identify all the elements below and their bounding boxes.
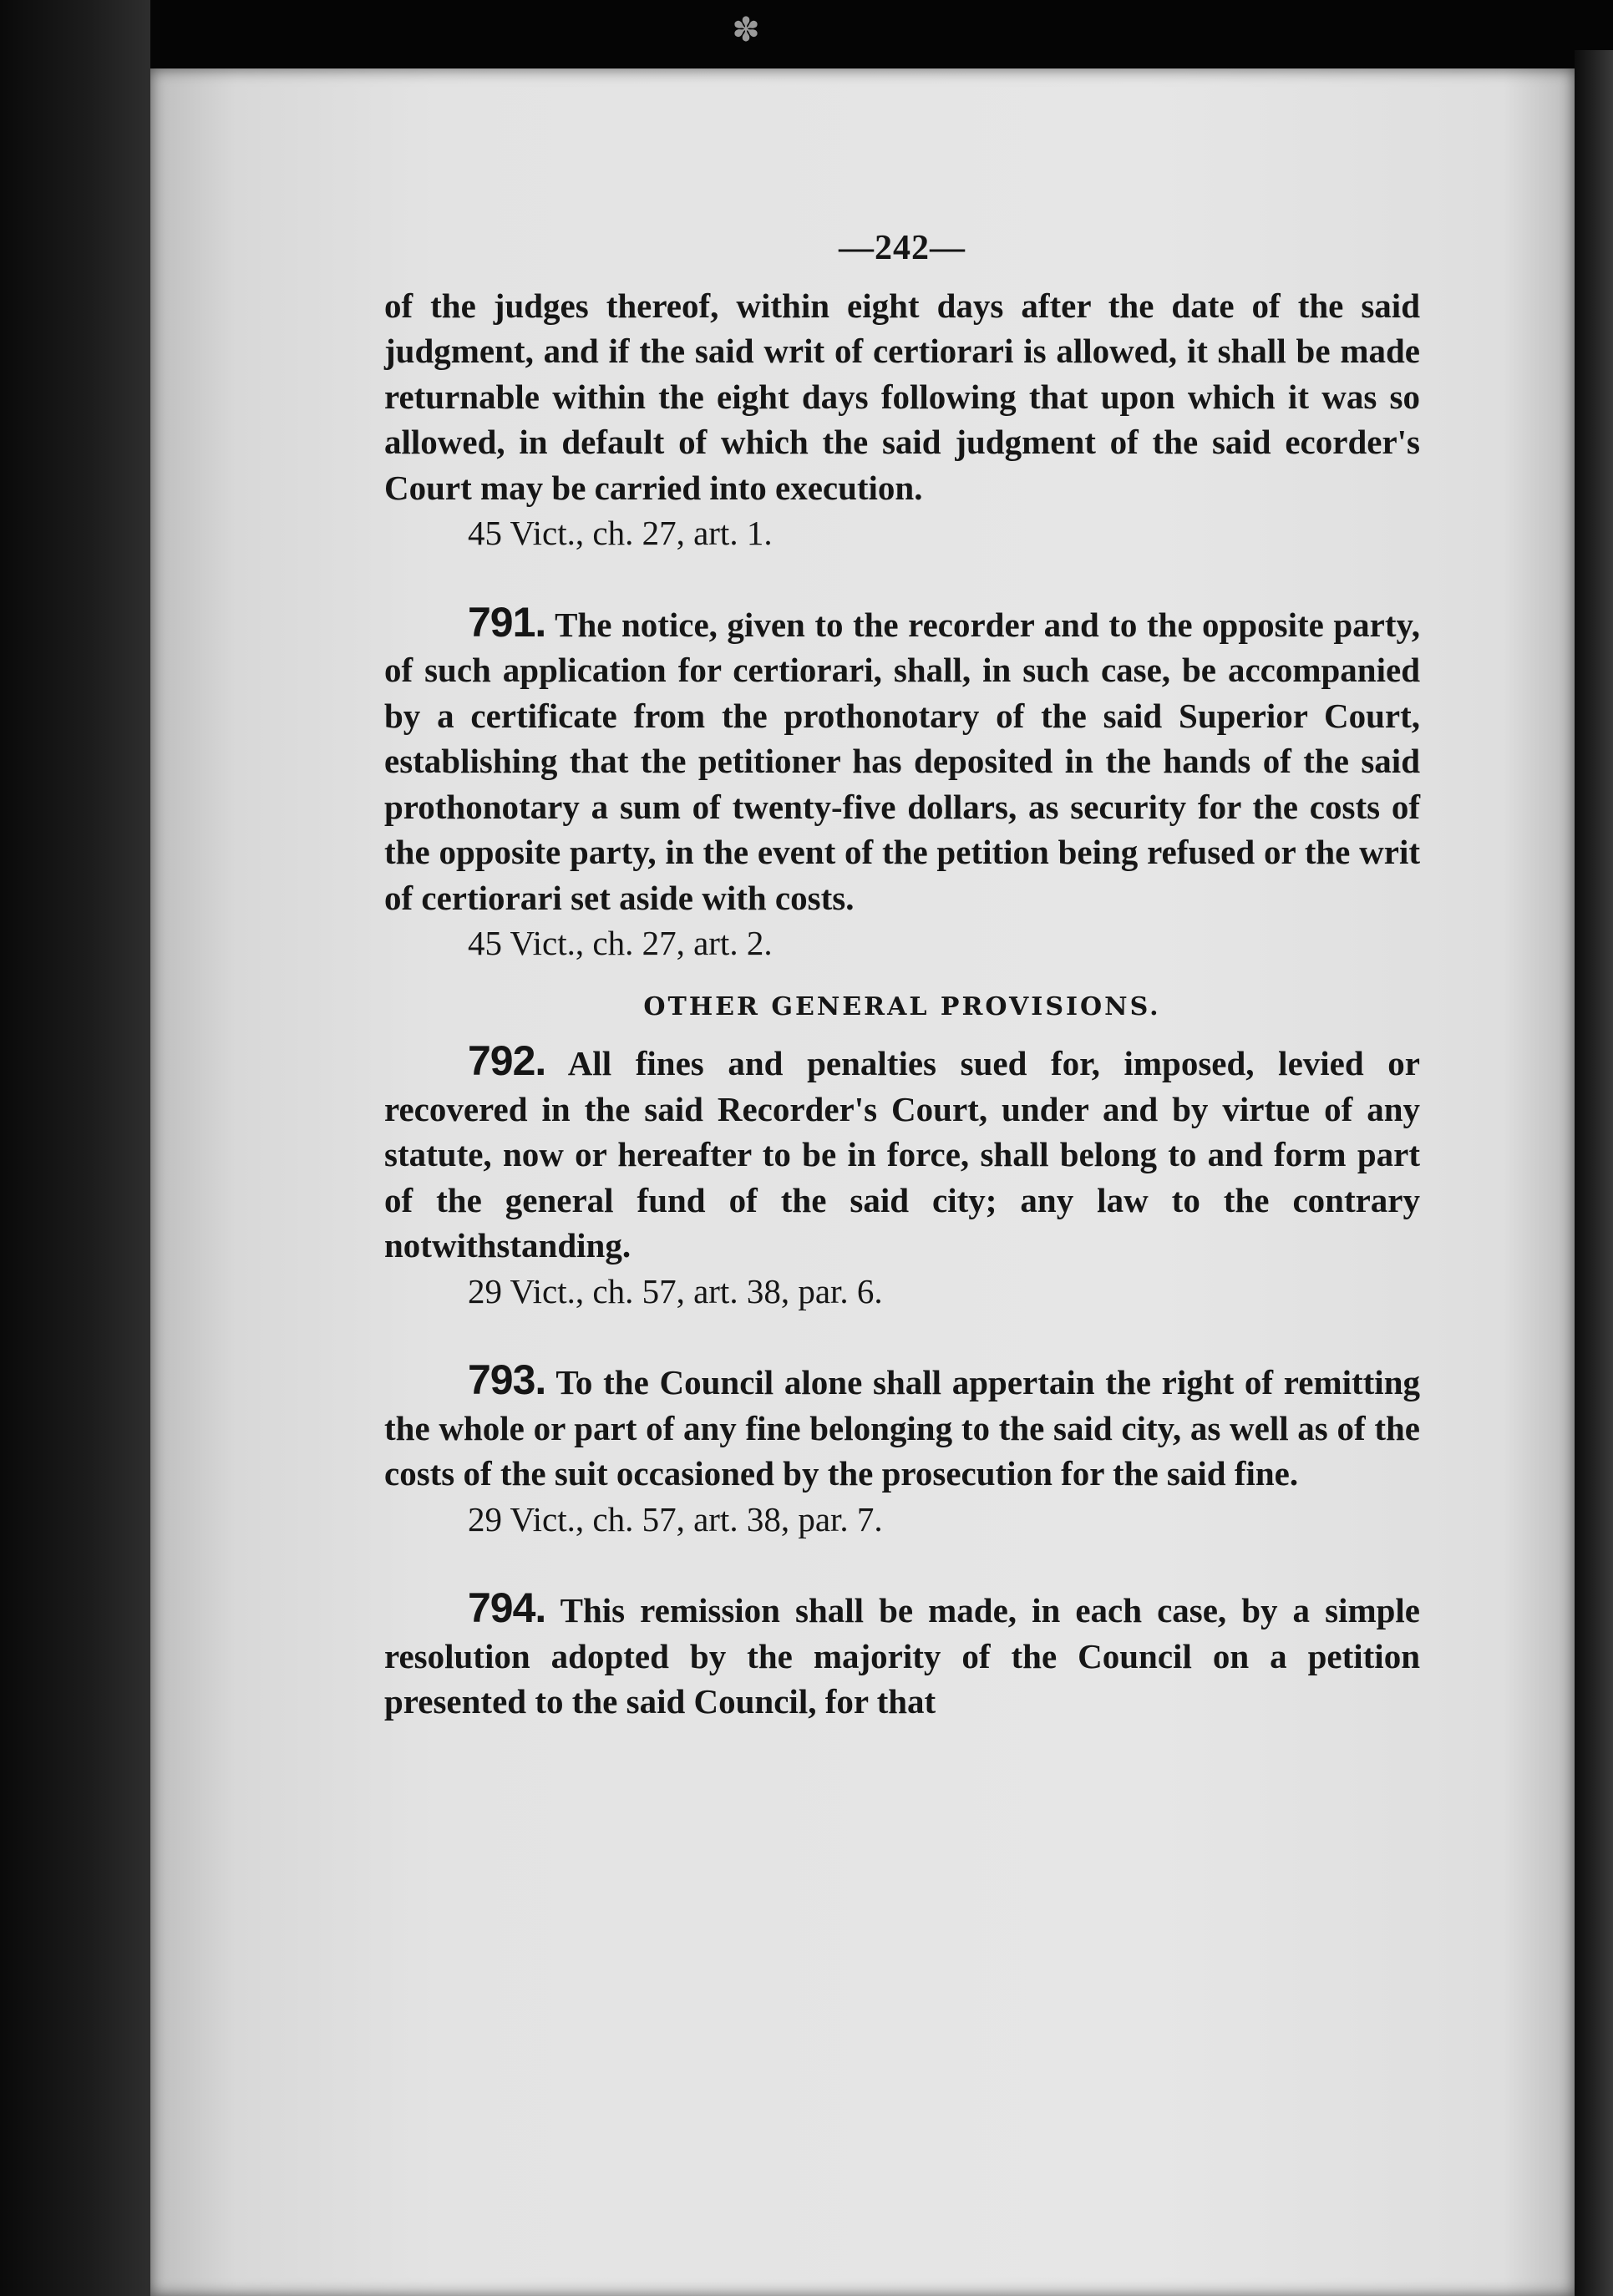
scan-speck-icon: ✽ [732, 11, 760, 49]
page-content [384, 226, 1420, 1725]
continued-paragraph: of the judges thereof, within eight days after the date of the said judgment, and if the said writ of certiorari is allowed, it shall be made returnable within the eight days following that upon which it was so allowed, in default of which the said judgment of the said ecorder's Court may be carried into execution. [384, 286, 1420, 507]
article-793 [384, 1357, 1420, 1497]
article-791 [384, 600, 1420, 921]
article-792 [384, 1038, 1420, 1269]
article-number: 793. [468, 1356, 546, 1403]
article-number: 791. [468, 598, 546, 646]
citation: 45 Vict., ch. 27, art. 1. [468, 514, 773, 552]
scan-left-edge [0, 0, 150, 2296]
citation: 29 Vict., ch. 57, art. 38, par. 7. [468, 1499, 883, 1538]
article-text: The notice, given to the recorder and to the opposite party, of such application for certiorari, shall, in such case, be accompanied by a certificate from the prothonotary of the said Superior Court, establishing that the petitioner has deposited in the hands of the said prothonotary a sum of twenty-five dollars, as security for the costs of the opposite party, in the event of the petition being refused or the writ of certiorari set aside with costs. [384, 605, 1420, 917]
article-number: 792. [468, 1037, 546, 1084]
article-text: All fines and penalties sued for, imposed, levied or recovered in the said Recorder's Court, under and by virtue of any statute, now or hereafter to be in force, shall belong to and form part of the general fund of the said city; any law to the contrary notwithstanding. [384, 1044, 1420, 1265]
article-794 [384, 1585, 1420, 1725]
section-heading: OTHER GENERAL PROVISIONS. [643, 991, 1161, 1021]
page-number: —242— [839, 229, 966, 267]
article-text: This remission shall be made, in each case, by a simple resolution adopted by the majority of the Council on a petition presented to the said Council, for that [384, 1591, 1420, 1721]
scan-right-gutter [1575, 50, 1613, 2296]
article-text: To the Council alone shall appertain the right of remitting the whole or part of any fine belonging to the said city, as well as of the costs of the suit occasioned by the prosecution for the said fine. [384, 1363, 1420, 1493]
citation: 29 Vict., ch. 57, art. 38, par. 6. [468, 1271, 883, 1310]
citation: 45 Vict., ch. 27, art. 2. [468, 924, 773, 962]
article-number: 794. [468, 1584, 546, 1631]
